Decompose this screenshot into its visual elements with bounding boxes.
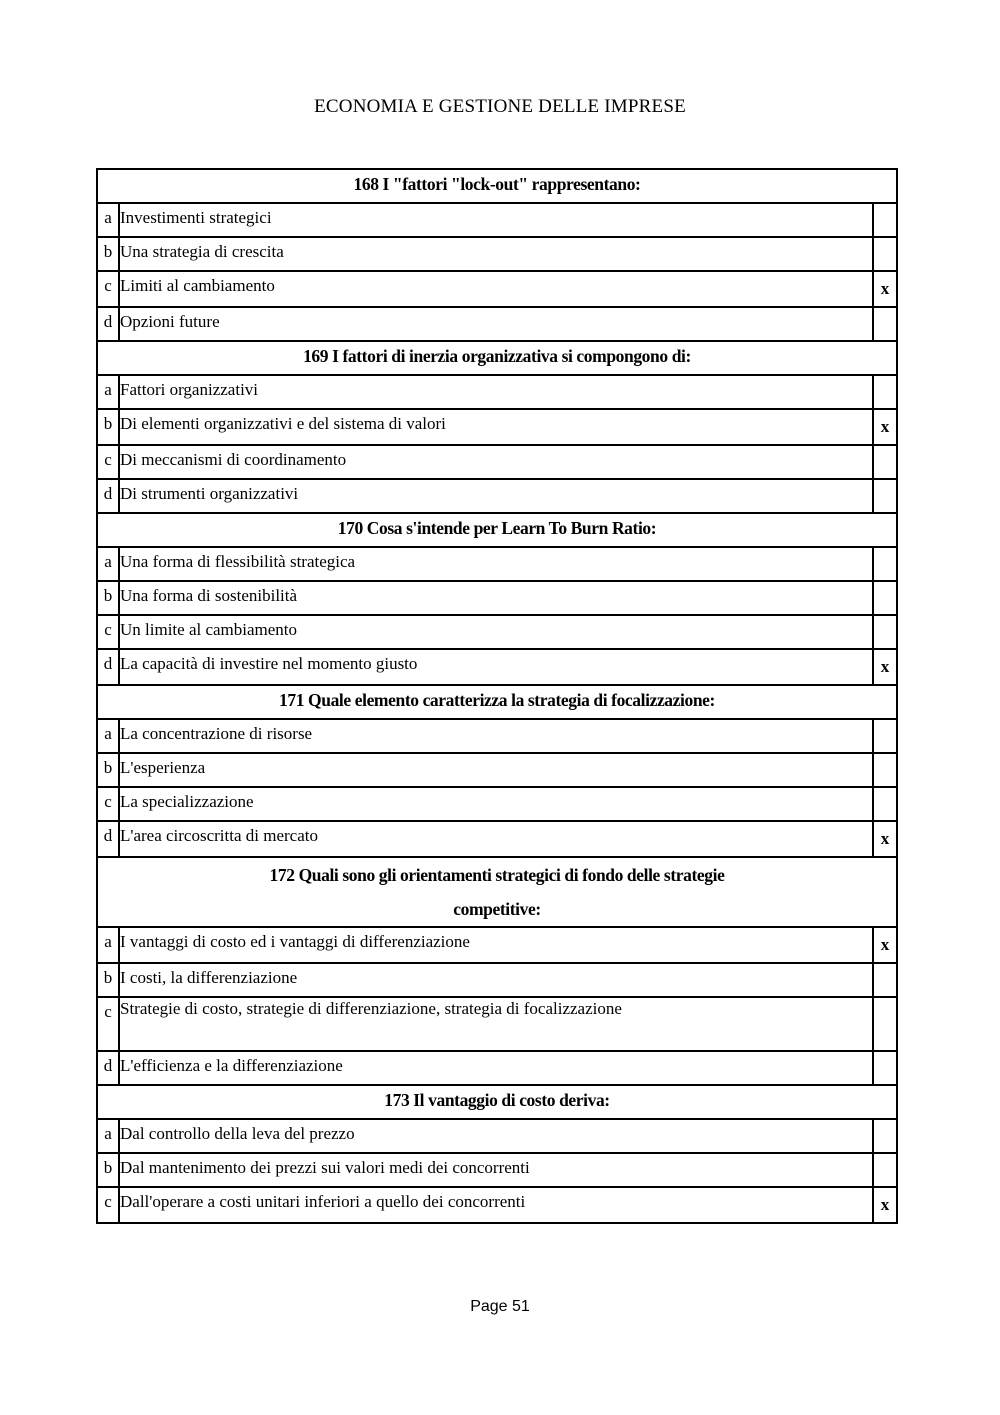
answer-text: Una strategia di crescita	[119, 237, 873, 271]
answer-text: Dal mantenimento dei prezzi sui valori medi dei concorrenti	[119, 1153, 873, 1187]
answer-mark: x	[873, 821, 897, 857]
answer-mark	[873, 547, 897, 581]
answer-mark	[873, 237, 897, 271]
answer-letter: d	[97, 307, 119, 341]
answer-letter: a	[97, 927, 119, 963]
answer-mark	[873, 375, 897, 409]
answer-text: La concentrazione di risorse	[119, 719, 873, 753]
answer-row	[97, 1119, 897, 1153]
question-header-row	[97, 857, 897, 927]
answer-row	[97, 547, 897, 581]
answer-text: Limiti al cambiamento	[119, 271, 873, 307]
question-heading: 173 Il vantaggio di costo deriva:	[97, 1085, 897, 1119]
answer-row	[97, 237, 897, 271]
question-heading: 168 I "fattori "lock-out" rappresentano:	[97, 169, 897, 203]
answer-letter: a	[97, 547, 119, 581]
answer-text: Dall'operare a costi unitari inferiori a quello dei concorrenti	[119, 1187, 873, 1223]
answer-row	[97, 1187, 897, 1223]
answer-text: Investimenti strategici	[119, 203, 873, 237]
question-heading: 169 I fattori di inerzia organizzativa si compongono di:	[97, 341, 897, 375]
answer-row	[97, 479, 897, 513]
answer-row	[97, 203, 897, 237]
answer-text: Di meccanismi di coordinamento	[119, 445, 873, 479]
answer-row	[97, 649, 897, 685]
answer-letter: d	[97, 821, 119, 857]
answer-row	[97, 719, 897, 753]
answer-letter: c	[97, 997, 119, 1051]
answer-row	[97, 927, 897, 963]
answer-text: Fattori organizzativi	[119, 375, 873, 409]
answer-letter: d	[97, 649, 119, 685]
answer-letter: c	[97, 271, 119, 307]
answer-letter: a	[97, 719, 119, 753]
answer-text: Opzioni future	[119, 307, 873, 341]
question-heading: 171 Quale elemento caratterizza la strategia di focalizzazione:	[97, 685, 897, 719]
question-header-row	[97, 1085, 897, 1119]
answer-row	[97, 375, 897, 409]
question-header-row	[97, 341, 897, 375]
answer-mark: x	[873, 409, 897, 445]
answer-mark	[873, 1153, 897, 1187]
answer-text: La specializzazione	[119, 787, 873, 821]
answer-letter: c	[97, 787, 119, 821]
answer-letter: c	[97, 1187, 119, 1223]
answer-text: I vantaggi di costo ed i vantaggi di differenziazione	[119, 927, 873, 963]
answer-mark	[873, 203, 897, 237]
page-title: ECONOMIA E GESTIONE DELLE IMPRESE	[314, 96, 686, 117]
answer-row	[97, 963, 897, 997]
page-number: Page 51	[470, 1298, 530, 1315]
answer-row	[97, 307, 897, 341]
question-heading	[97, 857, 897, 927]
answer-text: Un limite al cambiamento	[119, 615, 873, 649]
question-heading: 170 Cosa s'intende per Learn To Burn Ratio:	[97, 513, 897, 547]
answer-mark	[873, 445, 897, 479]
answer-letter: b	[97, 963, 119, 997]
answer-letter: b	[97, 581, 119, 615]
answer-row	[97, 409, 897, 445]
question-header-row	[97, 685, 897, 719]
answer-letter: b	[97, 1153, 119, 1187]
answer-row	[97, 1153, 897, 1187]
answer-mark	[873, 1119, 897, 1153]
answer-row	[97, 997, 897, 1051]
answer-row	[97, 753, 897, 787]
answer-text: L'area circoscritta di mercato	[119, 821, 873, 857]
answer-text: Una forma di sostenibilità	[119, 581, 873, 615]
answer-mark: x	[873, 1187, 897, 1223]
answer-mark	[873, 307, 897, 341]
answer-mark	[873, 963, 897, 997]
answer-letter: a	[97, 375, 119, 409]
answer-mark	[873, 615, 897, 649]
answer-letter: b	[97, 753, 119, 787]
answer-row	[97, 1051, 897, 1085]
answer-letter: b	[97, 409, 119, 445]
answer-row	[97, 581, 897, 615]
question-header-row	[97, 169, 897, 203]
answer-row	[97, 821, 897, 857]
answer-row	[97, 445, 897, 479]
answer-mark: x	[873, 649, 897, 685]
answer-text: L'esperienza	[119, 753, 873, 787]
answer-text: Dal controllo della leva del prezzo	[119, 1119, 873, 1153]
answer-mark: x	[873, 927, 897, 963]
answer-mark	[873, 479, 897, 513]
answer-letter: b	[97, 237, 119, 271]
answer-text: La capacità di investire nel momento giusto	[119, 649, 873, 685]
question-heading-line: competitive:	[453, 899, 541, 919]
answer-mark: x	[873, 271, 897, 307]
answer-letter: a	[97, 203, 119, 237]
answer-letter: a	[97, 1119, 119, 1153]
answer-row	[97, 787, 897, 821]
answer-row	[97, 615, 897, 649]
answer-row	[97, 271, 897, 307]
answer-text: Una forma di flessibilità strategica	[119, 547, 873, 581]
answer-letter: d	[97, 479, 119, 513]
quiz-table	[96, 168, 898, 1224]
answer-mark	[873, 753, 897, 787]
answer-letter: c	[97, 445, 119, 479]
answer-mark	[873, 719, 897, 753]
answer-mark	[873, 1051, 897, 1085]
question-heading-line: 172 Quali sono gli orientamenti strategici di fondo delle strategie	[269, 865, 725, 885]
answer-text: Di elementi organizzativi e del sistema di valori	[119, 409, 873, 445]
answer-mark	[873, 997, 897, 1051]
answer-text: I costi, la differenziazione	[119, 963, 873, 997]
answer-mark	[873, 787, 897, 821]
answer-text: L'efficienza e la differenziazione	[119, 1051, 873, 1085]
answer-text: Di strumenti organizzativi	[119, 479, 873, 513]
question-header-row	[97, 513, 897, 547]
answer-text: Strategie di costo, strategie di differenziazione, strategia di focalizzazione	[119, 997, 873, 1051]
answer-mark	[873, 581, 897, 615]
answer-letter: c	[97, 615, 119, 649]
answer-letter: d	[97, 1051, 119, 1085]
